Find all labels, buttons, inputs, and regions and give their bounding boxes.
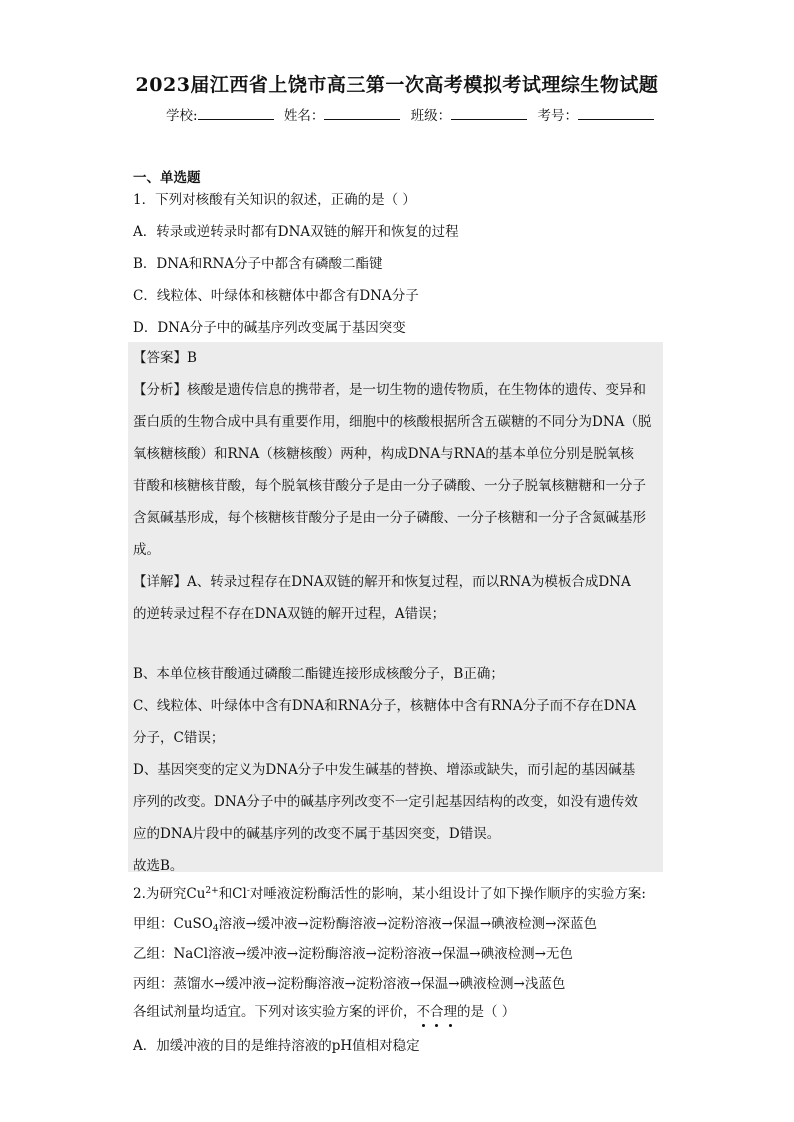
q1-detail-line: 应的DNA片段中的碱基序列的改变不属于基因突变，D错误。 bbox=[133, 826, 501, 842]
q1-conclusion: 故选B。 bbox=[133, 858, 184, 874]
name-blank[interactable] bbox=[324, 106, 400, 120]
class-label: 班级： bbox=[410, 108, 452, 124]
student-info-line bbox=[166, 104, 660, 124]
page-title: 2023届江西省上饶市高三第一次高考模拟考试理综生物试题 bbox=[135, 74, 659, 96]
q1-option-c: C．线粒体、叶绿体和核糖体中都含有DNA分子 bbox=[133, 288, 419, 304]
q1-analysis-line: 【分析】核酸是遗传信息的携带者，是一切生物的遗传物质，在生物体的遗传、变异和 bbox=[133, 382, 646, 398]
q1-detail-line: 【详解】A、转录过程存在DNA双链的解开和恢复过程，而以RNA为模板合成DNA bbox=[133, 574, 631, 590]
q2-group-bing: 丙组：蒸馏水→缓冲液→淀粉酶溶液→淀粉溶液→保温→碘液检测→浅蓝色 bbox=[133, 976, 566, 992]
q1-detail-line: 序列的改变。DNA分子中的碱基序列改变不一定引起基因结构的改变，如没有遗传效 bbox=[133, 794, 638, 810]
q1-option-a: A．转录或逆转录时都有DNA双链的解开和恢复的过程 bbox=[133, 224, 459, 240]
q2-group-jia: 甲组：CuSO$_4$溶液→缓冲液→淀粉酶溶液→淀粉溶液→保温→碘液检测→深蓝色 bbox=[133, 916, 597, 934]
section-heading: 一、单选题 bbox=[133, 170, 201, 186]
q1-detail-line: 的逆转录过程不存在DNA双链的解开过程，A错误； bbox=[133, 606, 446, 622]
q2-option-a: A．加缓冲液的目的是维持溶液的pH值相对稳定 bbox=[133, 1038, 420, 1054]
q2-group-yi: 乙组：NaCl溶液→缓冲液→淀粉酶溶液→淀粉溶液→保温→碘液检测→无色 bbox=[133, 946, 573, 962]
q1-analysis-line: 氧核糖核酸）和RNA（核糖核酸）两种，构成DNA与RNA的基本单位分别是脱氧核 bbox=[133, 446, 634, 462]
school-blank[interactable] bbox=[198, 106, 274, 120]
q1-detail-line: C、线粒体、叶绿体中含有DNA和RNA分子，核糖体中含有RNA分子而不存在DNA bbox=[133, 698, 637, 714]
q1-detail-line: B、本单位核苷酸通过磷酸二酯键连接形成核酸分子，B正确； bbox=[133, 666, 504, 682]
q1-analysis-line: 成。 bbox=[133, 542, 160, 558]
q2-stem: 2.为研究$Cu^{2+}$和Cl-对唾液淀粉酶活性的影响，某小组设计了如下操作顺序的实验方案: bbox=[133, 886, 646, 902]
class-blank[interactable] bbox=[451, 106, 527, 120]
q2-question: 各组试剂量均适宜。下列对该实验方案的评价，不合理的是（ ） bbox=[133, 1004, 516, 1020]
q1-detail-line: D、基因突变的定义为DNA分子中发生碱基的替换、增添或缺失，而引起的基因碱基 bbox=[133, 762, 636, 778]
q1-analysis-line: 苷酸和核糖核苷酸，每个脱氧核苷酸分子是由一分子磷酸、一分子脱氧核糖糖和一分子 bbox=[133, 478, 646, 494]
q1-option-d: D．DNA分子中的碱基序列改变属于基因突变 bbox=[133, 320, 406, 336]
q1-option-b: B．DNA和RNA分子中都含有磷酸二酯键 bbox=[133, 256, 383, 272]
q1-analysis-line: 蛋白质的生物合成中具有重要作用，细胞中的核酸根据所含五碳糖的不同分为DNA（脱 bbox=[133, 414, 652, 430]
number-blank[interactable] bbox=[578, 106, 654, 120]
number-label: 考号： bbox=[537, 108, 578, 124]
q1-stem: 1．下列对核酸有关知识的叙述，正确的是（ ） bbox=[133, 192, 416, 208]
q1-analysis-line: 含氮碱基形成，每个核糖核苷酸分子是由一分子磷酸、一分子核糖和一分子含氮碱基形 bbox=[133, 510, 646, 526]
school-label: 学校: bbox=[166, 108, 198, 124]
q1-detail-line: 分子，C错误； bbox=[133, 730, 225, 746]
name-label: 姓名： bbox=[283, 108, 325, 124]
q1-answer: 【答案】B bbox=[133, 350, 197, 366]
